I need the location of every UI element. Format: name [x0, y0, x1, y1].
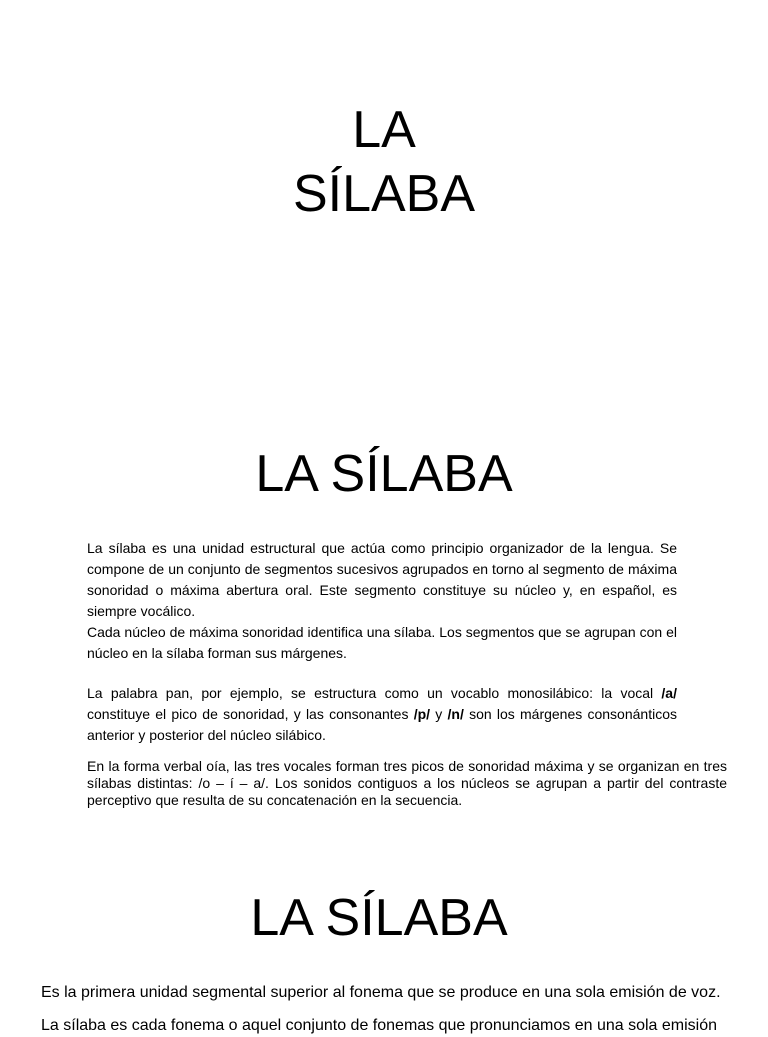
example-text-4: son los márgenes consonánticos anterior y posterior del núcleo silábico.	[87, 706, 677, 743]
example-oia-paragraph: En la forma verbal oía, las tres vocales forman tres picos de sonoridad máxima y se organizan en tres sílabas distintas: /o – í – a/. Los sonidos contiguos a los núcleos se agrupan a partir del contraste perceptivo que resulta de su concatenación en la secuencia.	[87, 758, 727, 808]
cover-title-line1: LA	[352, 101, 416, 159]
cover-title	[0, 98, 768, 226]
example-text-1: La palabra pan, por ejemplo, se estructura como un vocablo monosilábico: la vocal	[87, 685, 662, 701]
definition-block	[87, 538, 677, 664]
phoneme-a: /a/	[661, 685, 677, 701]
definition-paragraph: La sílaba es una unidad estructural que actúa como principio organizador de la lengua. Se compone de un conjunto de segmentos sucesivos agrupados en torno al segmento de máxima sonoridad o máxima abertura oral. Este segmento constituye su núcleo y, en español, es siempre vocálico.	[87, 540, 677, 619]
example-text-3: y	[430, 706, 448, 722]
cover-title-line2: SÍLABA	[292, 165, 476, 223]
example-pan-paragraph	[87, 683, 677, 746]
phoneme-p: /p/	[413, 706, 431, 722]
nucleus-paragraph: Cada núcleo de máxima sonoridad identifica una sílaba. Los segmentos que se agrupan con el núcleo en la sílaba forman sus márgenes.	[87, 624, 677, 661]
example-text-2: constituye el pico de sonoridad, y las consonantes	[87, 706, 414, 722]
section-title-2: LA SÍLABA	[250, 889, 508, 947]
truncated-line: La sílaba es cada fonema o aquel conjunto de fonemas que pronunciamos en una sola emisión	[41, 1017, 718, 1034]
section-title: LA SÍLABA	[255, 445, 513, 503]
intro-sentence: Es la primera unidad segmental superior al fonema que se produce en una sola emisión de voz.	[41, 984, 721, 1001]
phoneme-n: /n/	[447, 706, 464, 722]
